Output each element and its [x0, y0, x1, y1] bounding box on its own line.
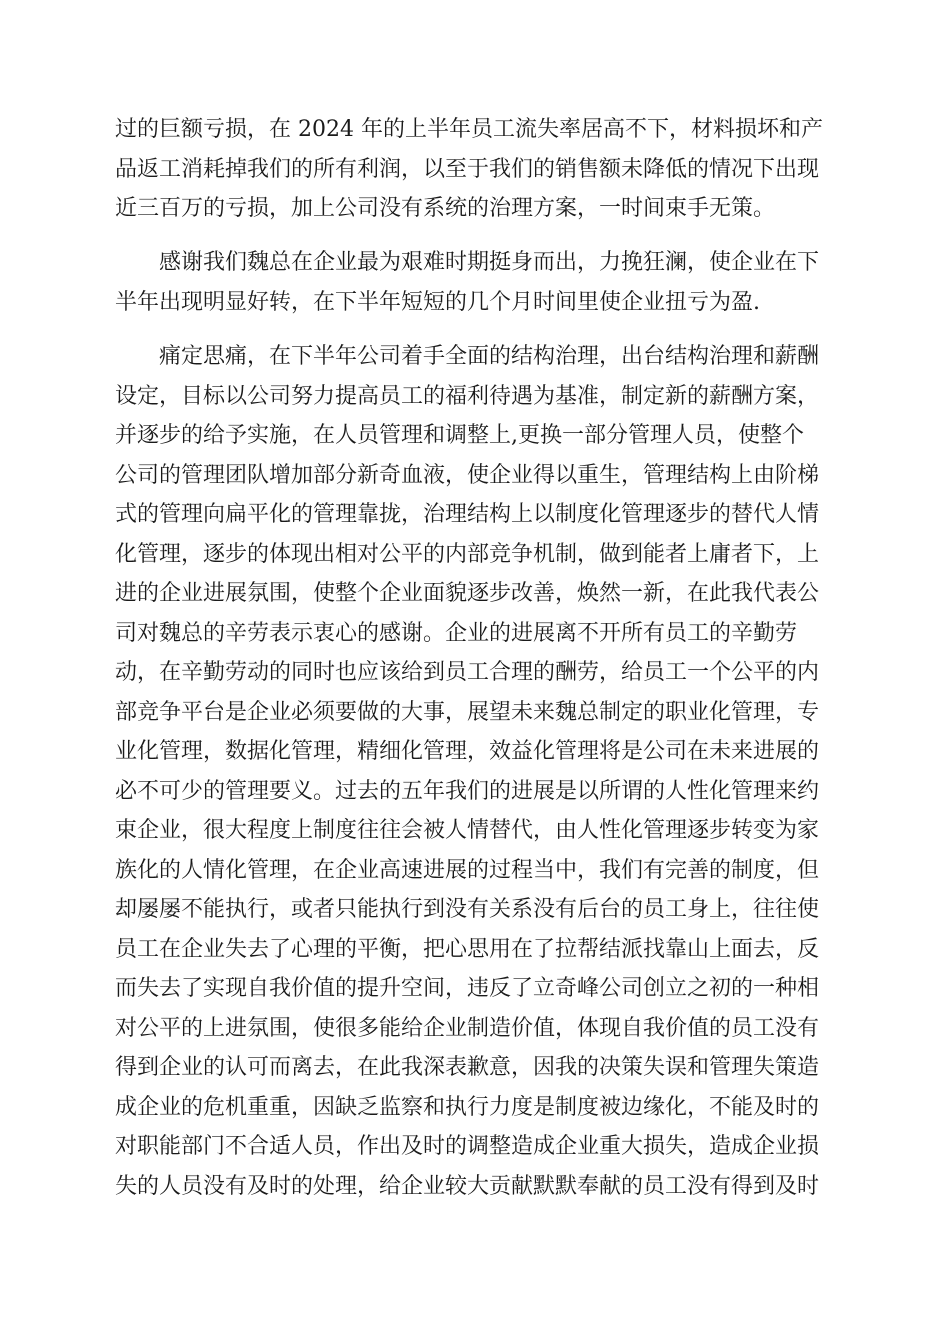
text-line: 却屡屡不能执行，或者只能执行到没有关系没有后台的员工身上，往往使 — [115, 897, 820, 922]
text-line: 式的管理向扁平化的管理靠拢，治理结构上以制度化管理逐步的替代人情 — [115, 502, 820, 527]
text-line: 设定，目标以公司努力提高员工的福利待遇为基准，制定新的薪酬方案， — [115, 383, 820, 409]
text-line: 半年出现明显好转，在下半年短短的几个月时间里使企业扭亏为盈. — [115, 289, 760, 315]
text-line: 必不可少的管理要义。过去的五年我们的进展是以所谓的人性化管理来约 — [115, 778, 820, 804]
text-line: 失的人员没有及时的处理，给企业较大贡献默默奉献的员工没有得到及时 — [115, 1173, 820, 1199]
text-line: 过的巨额亏损，在 2024 年的上半年员工流失率居高不下，材料损坏和产 — [115, 117, 823, 142]
text-line: 动，在辛勤劳动的同时也应该给到员工合理的酬劳，给员工一个公平的内 — [115, 660, 820, 685]
text-line: 得到企业的认可而离去，在此我深表歉意，因我的决策失误和管理失策造 — [115, 1055, 820, 1080]
text-line: 品返工消耗掉我们的所有利润，以至于我们的销售额未降低的情况下出现 — [115, 156, 820, 182]
text-line: 公司的管理团队增加部分新奇血液，使企业得以重生，管理结构上由阶梯 — [115, 462, 820, 488]
text-line: 对公平的上进氛围，使很多能给企业制造价值，体现自我价值的员工没有 — [115, 1015, 820, 1041]
text-line: 成企业的危机重重，因缺乏监察和执行力度是制度被边缘化，不能及时的 — [115, 1094, 820, 1120]
text-line: 近三百万的亏损，加上公司没有系统的治理方案，一时间束手无策。 — [115, 196, 776, 221]
text-line: 而失去了实现自我价值的提升空间，违反了立奇峰公司创立之初的一种相 — [115, 976, 820, 1001]
text-line: 感谢我们魏总在企业最为艰难时期挺身而出，力挽狂澜，使企业在下 — [159, 250, 820, 275]
text-line: 并逐步的给予实施，在人员管理和调整上,更换一部分管理人员，使整个 — [115, 423, 804, 448]
text-line: 对职能部门不合适人员，作出及时的调整造成企业重大损失，造成企业损 — [115, 1134, 820, 1159]
text-line: 束企业，很大程度上制度往往会被人情替代，由人性化管理逐步转变为家 — [115, 818, 820, 843]
text-line: 司对魏总的辛劳表示衷心的感谢。企业的进展离不开所有员工的辛勤劳 — [115, 620, 798, 646]
text-line: 业化管理，数据化管理，精细化管理，效益化管理将是公司在未来进展的 — [115, 739, 820, 764]
text-line: 进的企业进展氛围，使整个企业面貌逐步改善，焕然一新，在此我代表公 — [115, 581, 820, 606]
text-line: 痛定思痛，在下半年公司着手全面的结构治理，出台结构治理和薪酬 — [159, 344, 820, 369]
paragraph-3 — [115, 337, 835, 1206]
text-line: 员工在企业失去了心理的平衡，把心思用在了拉帮结派找靠山上面去，反 — [115, 936, 820, 962]
text-line: 化管理，逐步的体现出相对公平的内部竞争机制，做到能者上庸者下，上 — [115, 541, 820, 567]
text-line: 部竞争平台是企业必须要做的大事，展望未来魏总制定的职业化管理，专 — [115, 699, 820, 725]
paragraph-2 — [115, 243, 835, 322]
paragraph-1 — [115, 110, 835, 229]
text-line: 族化的人情化管理，在企业高速进展的过程当中，我们有完善的制度，但 — [115, 857, 820, 883]
